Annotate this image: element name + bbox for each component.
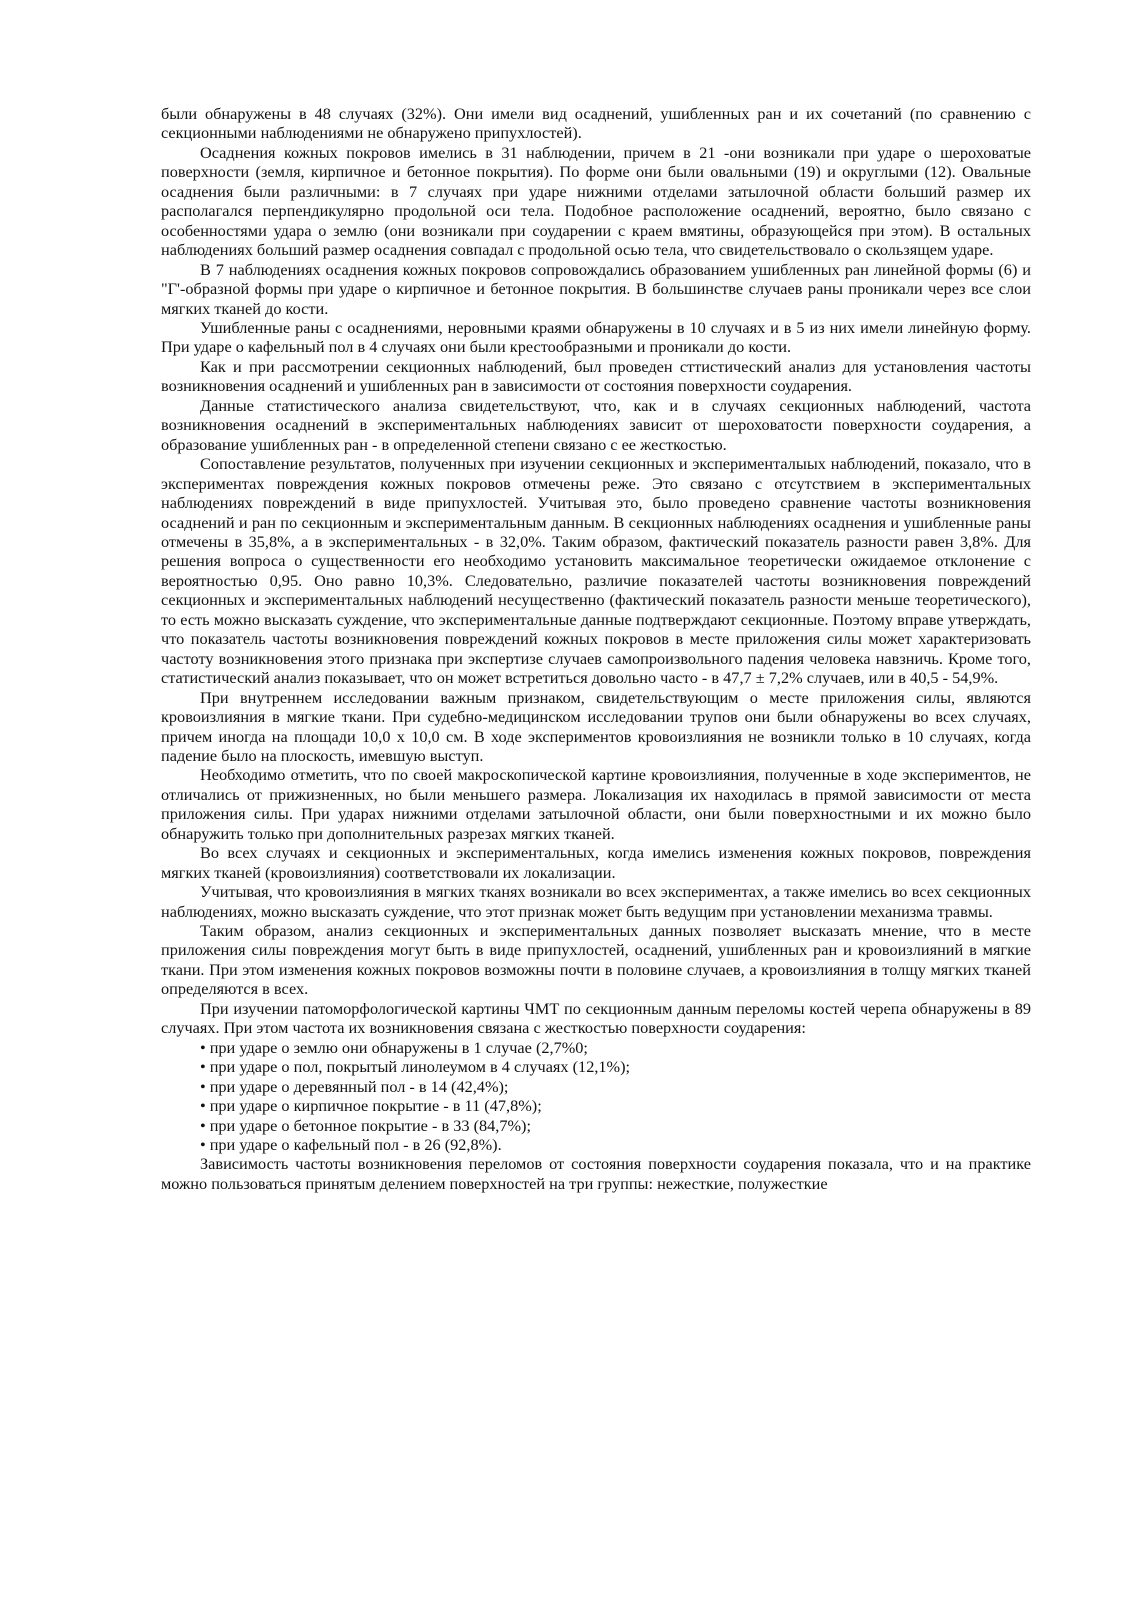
fracture-frequency-list <box>161 1038 1031 1155</box>
paragraph-10: Во всех случаях и секционных и экспериментальных, когда имелись изменения кожных покровов, повреждения мягких тканей (кровоизлияния) соответствовали их локализации. <box>161 843 1031 882</box>
paragraph-3: В 7 наблюдениях осаднения кожных покровов сопровождались образованием ушибленных ран линейной формы (6) и "Г'-образной формы при ударе о кирпичное и бетонное покрытия. В большинстве случаев раны проникали через все слои мягких тканей до кости. <box>161 259 1031 318</box>
paragraph-1: были обнаружены в 48 случаях (32%). Они имели вид осаднений, ушибленных ран и их сочетаний (по сравнению с секционными наблюдениями не обнаружено припухлостей). <box>161 104 1031 143</box>
list-item: • при ударе о кирпичное покрытие - в 11 (47,8%); <box>161 1096 1031 1115</box>
paragraph-7: Сопоставление результатов, полученных при изучении секционных и эксперименталыых наблюдений, показало, что в экспериментах повреждения кожных покровов отмечены реже. Это связано с отсутствием в экспериментальных наблюдениях повреждений в виде припухлостей. Учитывая это, было проведено сравнение частоты возникновения осаднений и ран по секционным и экспериментальным данным. В секционных наблюдениях осаднения и ушибленные раны отмечены в 35,8%, а в экспериментальных - в 32,0%. Таким образом, фактический показатель разности равен 3,8%. Для решения вопроса о существенности его необходимо установить максимальное теоретически ожидаемое отклонение с вероятностью 0,95. Оно равно 10,3%. Следовательно, различие показателей частоты возникновения повреждений секционных и экспериментальных наблюдений несущественно (фактический показатель разности меньше теоретического), то есть можно высказать суждение, что экспериментальные данные подтверждают секционные. Поэтому вправе утверждать, что показатель частоты возникновения повреждений кожных покровов в месте приложения силы может характеризовать частоту возникновения этого признака при экспертизе случаев самопроизвольного падения человека навзничь. Кроме того, статистический анализ показывает, что он может встретиться довольно часто - в 47,7 ± 7,2% случаев, или в 40,5 - 54,9%. <box>161 454 1031 688</box>
list-item: • при ударе о кафельный пол - в 26 (92,8%). <box>161 1135 1031 1154</box>
paragraph-12: Таким образом, анализ секционных и экспериментальных данных позволяет высказать мнение, что в месте приложения силы повреждения могут быть в виде припухлостей, осаднений, ушибленных ран и кровоизлияний в мягкие ткани. При этом изменения кожных покровов возможны почти в половине случаев, а кровоизлияния в толщу мягких тканей определяются в всех. <box>161 921 1031 999</box>
body-text-before-list <box>161 104 1031 1038</box>
list-item: • при ударе о землю они обнаружены в 1 случае (2,7%0; <box>161 1038 1031 1057</box>
document-page <box>161 104 1031 1193</box>
paragraph-4: Ушибленные раны с осаднениями, неровными краями обнаружены в 10 случаях и в 5 из них имели линейную форму. При ударе о кафельный пол в 4 случаях они были крестообразными и проникали до кости. <box>161 317 1031 357</box>
paragraph-after-list: Зависимость частоты возникновения переломов от состояния поверхности соударения показала, что и на практике можно пользоваться принятым делением поверхностей на три группы: нежесткие, полужесткие <box>161 1154 1031 1193</box>
paragraph-11: Учитывая, что кровоизлияния в мягких тканях возникали во всех экспериментах, а также имелись во всех секционных наблюдениях, можно высказать суждение, что этот признак может быть ведущим при установлении механизма травмы. <box>161 882 1031 921</box>
list-item: • при ударе о пол, покрытый линолеумом в 4 случаях (12,1%); <box>161 1057 1031 1076</box>
paragraph-2: Осаднения кожных покровов имелись в 31 наблюдении, причем в 21 -они возникали при ударе о шероховатые поверхности (земля, кирпичное и бетонное покрытия). По форме они были овальными (19) и округлыми (12). Овальные осаднения были различными: в 7 случаях при ударе нижними отделами затылочной области больший размер их располагался перпендикулярно продольной оси тела. Подобное расположение осаднений, вероятно, было связано с особенностями удара о землю (они возникали при соударении с краем вмятины, образующейся при этом). В остальных наблюдениях больший размер осаднения совпадал с продольной осью тела, что свидетельствовало о скользящем ударе. <box>161 142 1031 260</box>
list-item: • при ударе о бетонное покрытие - в 33 (84,7%); <box>161 1116 1031 1135</box>
list-item: • при ударе о деревянный пол - в 14 (42,4%); <box>161 1077 1031 1096</box>
paragraph-9: Необходимо отметить, что по своей макроскопической картине кровоизлияния, полученные в ходе экспериментов, не отличались от прижизненных, но были меньшего размера. Локализация их находилась в прямой зависимости от места приложения силы. При ударах нижними отделами затылочной области, они были поверхностными и их можно было обнаружить только при дополнительных разрезах мягких тканей. <box>161 765 1031 843</box>
paragraph-8: При внутреннем исследовании важным признаком, свидетельствующим о месте приложения силы, являются кровоизлияния в мягкие ткани. При судебно-медицинском исследовании трупов они были обнаружены во всех случаях, причем иногда на площади 10,0 x 10,0 см. В ходе экспериментов кровоизлияния не возникли только в 10 случаях, когда падение было на плоскость, имевшую выступ. <box>161 687 1031 765</box>
paragraph-13: При изучении патоморфологической картины ЧМТ по секционным данным переломы костей черепа обнаружены в 89 случаях. При этом частота их возникновения связана с жесткостью поверхности соударения: <box>161 998 1031 1038</box>
paragraph-5: Как и при рассмотрении секционных наблюдений, был проведен сттистический анализ для установления частоты возникновения осаднений и ушибленных ран в зависимости от состояния поверхности соударения. <box>161 356 1031 396</box>
paragraph-6: Данные статистического анализа свидетельствуют, что, как и в случаях секционных наблюдений, частота возникновения осаднений в экспериментальных наблюдениях зависит от шероховатости поверхности соударения, а образование ушибленных ран - в определенной степени связано с ее жесткостью. <box>161 395 1031 454</box>
